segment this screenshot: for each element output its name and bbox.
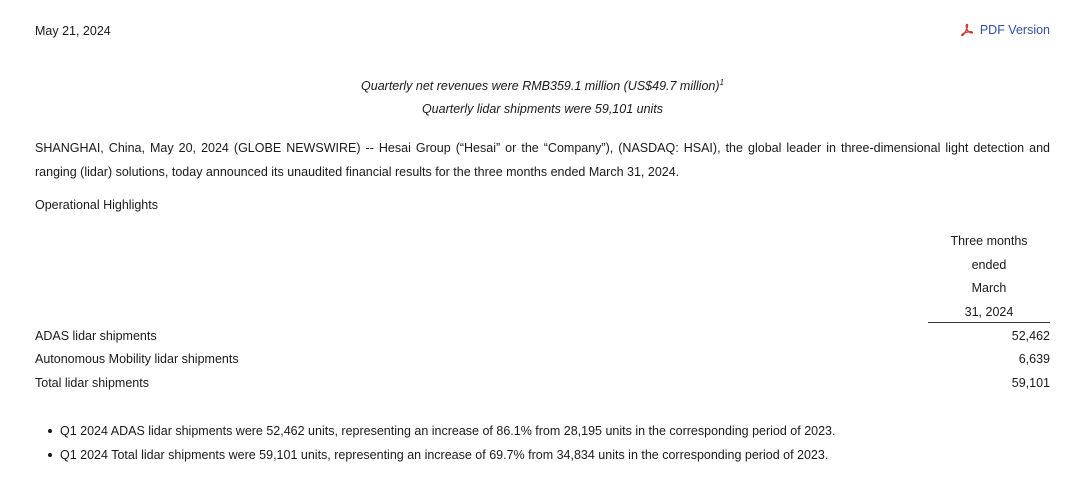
table-row [35,329,1050,349]
column-header-line: 31, 2024 [964,305,1014,319]
bullet-icon [48,453,52,457]
column-header-line: March [971,281,1007,295]
operational-highlights-heading: Operational Highlights [35,198,158,212]
row-value: 59,101 [1011,376,1050,390]
pdf-icon [960,23,974,37]
intro-paragraph: SHANGHAI, China, May 20, 2024 (GLOBE NEWSWIRE) -- Hesai Group (“Hesai” or the “Company”), (NASDAQ: HSAI), the global leader in three-dimensional light detection and ranging (lidar) solutions, today announced its unaudited financial results for the three months ended March 31, 2024. [35,141,1050,179]
table-row [35,376,1050,396]
subtitle-revenue-text: Quarterly net revenues were RMB359.1 million (US$49.7 million) [361,79,720,93]
bullet-icon [48,429,52,433]
release-date: May 21, 2024 [35,24,111,38]
pdf-version-label: PDF Version [979,23,1050,37]
row-value: 52,462 [1011,329,1050,343]
list-item-text: Q1 2024 Total lidar shipments were 59,101 units, representing an increase of 69.7% from 34,834 units in the corresponding period of 2023. [60,447,829,462]
subtitle-shipments: Quarterly lidar shipments were 59,101 units [421,102,664,116]
highlights-list [48,423,835,470]
table-row [35,352,1050,372]
footnote-marker: 1 [719,77,724,87]
row-value: 6,639 [1018,352,1050,366]
row-label: ADAS lidar shipments [35,329,157,343]
column-header-line: Three months [950,234,1028,248]
pdf-version-link[interactable] [960,23,1050,37]
column-header-line: ended [971,258,1007,272]
column-header-rule [928,322,1050,323]
row-label: Total lidar shipments [35,376,149,390]
list-item [48,423,835,447]
list-item-text: Q1 2024 ADAS lidar shipments were 52,462 units, representing an increase of 86.1% from 28,195 units in the corresponding period of 2023. [60,424,836,438]
subtitle-revenue [0,79,1080,93]
row-label: Autonomous Mobility lidar shipments [35,352,239,366]
list-item [48,447,835,471]
